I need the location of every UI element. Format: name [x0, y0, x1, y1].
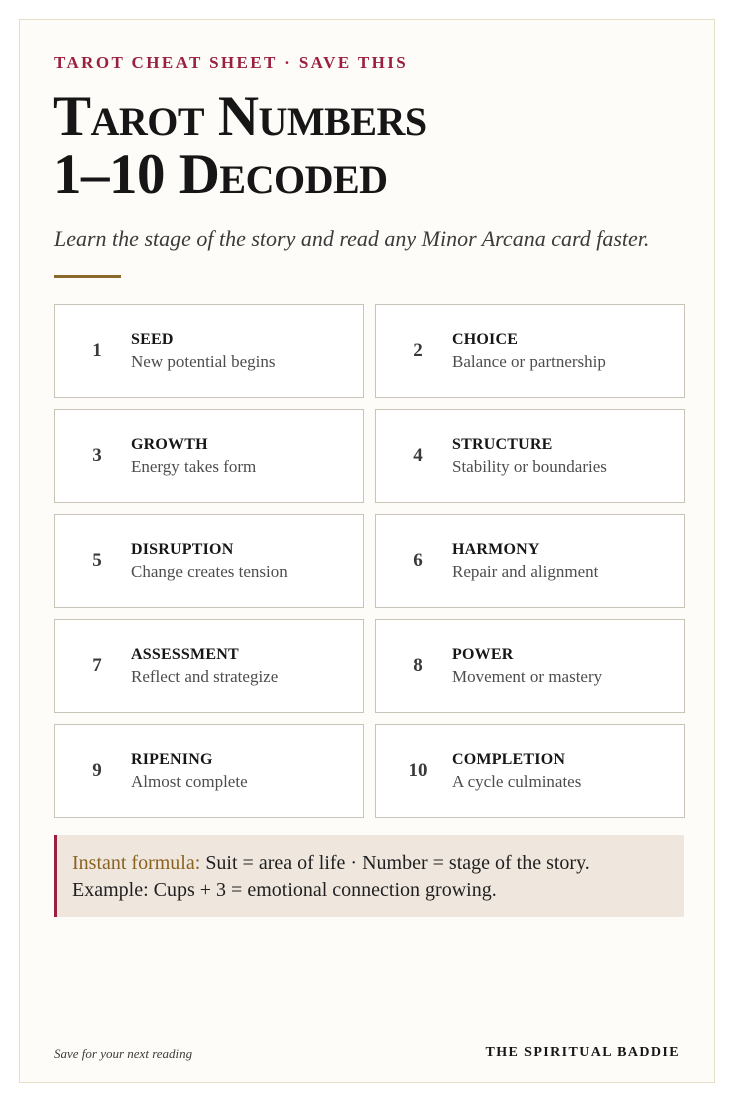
- number-card-grid: [54, 304, 684, 818]
- card-description: Balance or partnership: [452, 352, 606, 371]
- formula-label: Instant formula:: [72, 852, 201, 874]
- card-description: Almost complete: [131, 772, 248, 791]
- cheat-sheet-page: [19, 19, 715, 1083]
- title-line-2: 1–10 Decoded: [53, 143, 388, 206]
- card-number: 9: [92, 760, 102, 781]
- card-text: [131, 329, 355, 373]
- card-title: RIPENING: [131, 751, 213, 768]
- card-title: CHOICE: [452, 331, 519, 348]
- card-title: DISRUPTION: [131, 541, 234, 558]
- card-description: Energy takes form: [131, 457, 257, 476]
- card-text: [452, 329, 676, 373]
- card-title: SEED: [131, 331, 174, 348]
- card-text: [452, 749, 676, 793]
- card-title: GROWTH: [131, 436, 208, 453]
- card-text: [131, 644, 355, 688]
- card-title: STRUCTURE: [452, 436, 553, 453]
- number-card-8: [375, 619, 685, 713]
- card-description: New potential begins: [131, 352, 276, 371]
- card-title: ASSESSMENT: [131, 646, 239, 663]
- card-description: A cycle culminates: [452, 772, 582, 791]
- footer-note: Save for your next reading: [54, 1046, 193, 1061]
- card-description: Movement or mastery: [452, 667, 603, 686]
- card-text: [131, 749, 355, 793]
- number-card-4: [375, 409, 685, 503]
- card-number: 7: [92, 655, 102, 676]
- card-description: Stability or boundaries: [452, 457, 607, 476]
- card-text: [452, 644, 676, 688]
- card-number: 6: [413, 550, 423, 571]
- page-title: [53, 85, 427, 206]
- card-number: 10: [408, 760, 428, 781]
- title-line-1: Tarot Numbers: [53, 85, 427, 148]
- number-card-7: [54, 619, 364, 713]
- card-number: 5: [92, 550, 102, 571]
- number-card-6: [375, 514, 685, 608]
- divider-rule: [54, 275, 121, 278]
- card-title: HARMONY: [452, 541, 540, 558]
- number-card-9: [54, 724, 364, 818]
- subtitle: Learn the stage of the story and read any Minor Arcana card faster.: [54, 226, 650, 251]
- number-card-1: [54, 304, 364, 398]
- number-card-10: [375, 724, 685, 818]
- card-text: [131, 539, 355, 583]
- card-title: POWER: [452, 646, 514, 663]
- card-title: COMPLETION: [452, 751, 566, 768]
- card-text: [452, 434, 676, 478]
- formula-callout: [54, 835, 684, 917]
- formula-text: Suit = area of life · Number = stage of the story. Example: Cups + 3 = emotional connection growing.: [72, 852, 590, 901]
- card-text: [131, 434, 355, 478]
- card-number: 1: [92, 340, 102, 361]
- number-card-5: [54, 514, 364, 608]
- brand-name: THE SPIRITUAL BADDIE: [485, 1045, 680, 1060]
- card-number: 4: [413, 445, 423, 466]
- number-card-3: [54, 409, 364, 503]
- card-text: [452, 539, 676, 583]
- number-card-2: [375, 304, 685, 398]
- card-description: Reflect and strategize: [131, 667, 279, 686]
- card-description: Repair and alignment: [452, 562, 599, 581]
- eyebrow-label: TAROT CHEAT SHEET · SAVE THIS: [54, 53, 409, 72]
- card-number: 8: [413, 655, 423, 676]
- card-number: 3: [92, 445, 102, 466]
- card-number: 2: [413, 340, 423, 361]
- card-description: Change creates tension: [131, 562, 288, 581]
